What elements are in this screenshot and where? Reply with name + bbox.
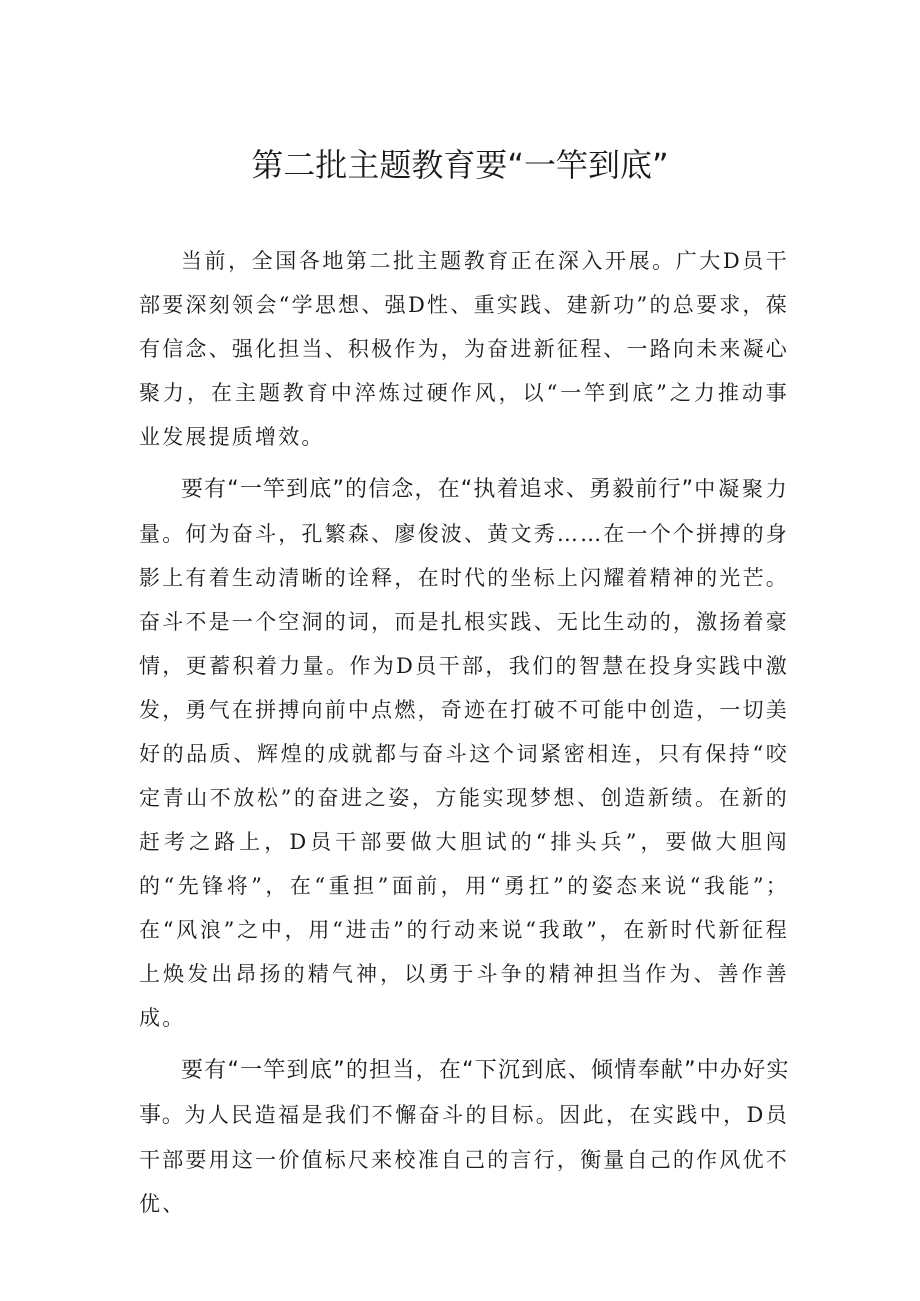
paragraph-lead-heading: 要有“一竿到底”的担当，在“下沉到底、倾情奉献”中办好实事。 (139, 1058, 789, 1128)
paragraph-intro (139, 239, 789, 459)
paragraph-text: 当前，全国各地第二批主题教育正在深入开展。广大D员干部要深刻领会“学思想、强D性、重实践、建新功”的总要求，葆有信念、强化担当、积极作为，为奋进新征程、一路向未来凝心聚力，在主题教育中淬炼过硬作风，以“一竿到底”之力推动事业发展提质增效。 (139, 249, 789, 449)
document-title: 第二批主题教育要“一竿到底” (251, 146, 669, 184)
paragraph-belief (139, 467, 789, 1040)
paragraph-responsibility (139, 1048, 789, 1226)
paragraph-text: 中凝聚力量。何为奋斗，孔繁森、廖俊波、黄文秀……在一个个拼搏的身影上有着生动清晰的诠释，在时代的坐标上闪耀着精神的光芒。奋斗不是一个空洞的词，而是扎根实践、无比生动的，激扬着豪情，更蓄积着力量。作为D员干部，我们的智慧在投身实践中激发，勇气在拼搏向前中点燃，奇迹在打破不可能中创造，一切美好的品质、辉煌的成就都与奋斗这个词紧密相连，只有保持“咬定青山不放松”的奋进之姿，方能实现梦想、创造新绩。在新的赶考之路上，D员干部要做大胆试的“排头兵”，要做大胆闯的“先锋将”，在“重担”面前，用“勇扛”的姿态来说“我能”；在“风浪”之中，用“进击”的行动来说“我敢”，在新时代新征程上焕发出昂扬的精气神，以勇于斗争的精神担当作为、善作善成。 (139, 477, 790, 1030)
paragraph-text: 为人民造福是我们不懈奋斗的目标。因此，在实践中，D员干部要用这一价值标尺来校准自己的言行，衡量自己的作风优不优、 (139, 1103, 789, 1216)
document-body (139, 239, 789, 1226)
paragraph-lead-heading: 要有“一竿到底”的信念，在“执着追求、勇毅前行” (181, 477, 694, 502)
